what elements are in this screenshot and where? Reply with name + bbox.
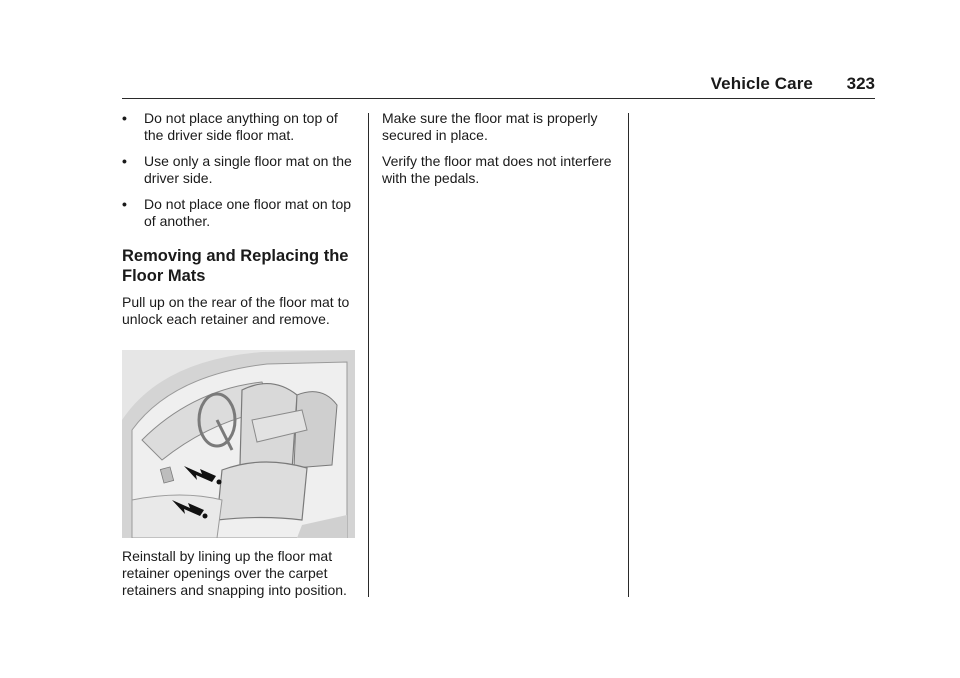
bullet-marker: •	[122, 153, 127, 169]
bullet-text: Do not place one floor mat on top of another.	[144, 196, 352, 229]
instruction-paragraph: Verify the floor mat does not interfere with the pedals.	[382, 153, 612, 186]
bullet-text: Use only a single floor mat on the driver side.	[144, 153, 352, 186]
list-item	[122, 153, 358, 187]
instruction-paragraph: Make sure the floor mat is properly secured in place.	[382, 110, 598, 143]
bullet-text: Do not place anything on top of the driver side floor mat.	[144, 110, 338, 143]
page-number: 323	[846, 74, 875, 93]
page-header	[122, 70, 875, 99]
bullet-marker: •	[122, 196, 127, 212]
column-divider	[368, 113, 369, 597]
column-right	[382, 110, 618, 196]
column-left	[122, 110, 358, 608]
bullet-marker: •	[122, 110, 127, 126]
list-item	[122, 196, 358, 230]
car-interior-figure	[122, 350, 355, 538]
instruction-paragraph: Reinstall by lining up the floor mat retainer openings over the carpet retainers and snapping into position.	[122, 548, 347, 598]
list-item	[122, 110, 358, 144]
column-divider	[628, 113, 629, 597]
section-heading: Removing and Replacing the Floor Mats	[122, 247, 349, 285]
bullet-list	[122, 110, 358, 230]
section-title: Vehicle Care	[710, 74, 813, 93]
instruction-paragraph: Pull up on the rear of the floor mat to unlock each retainer and remove.	[122, 294, 350, 327]
car-interior-floor-mat-icon	[122, 350, 355, 538]
